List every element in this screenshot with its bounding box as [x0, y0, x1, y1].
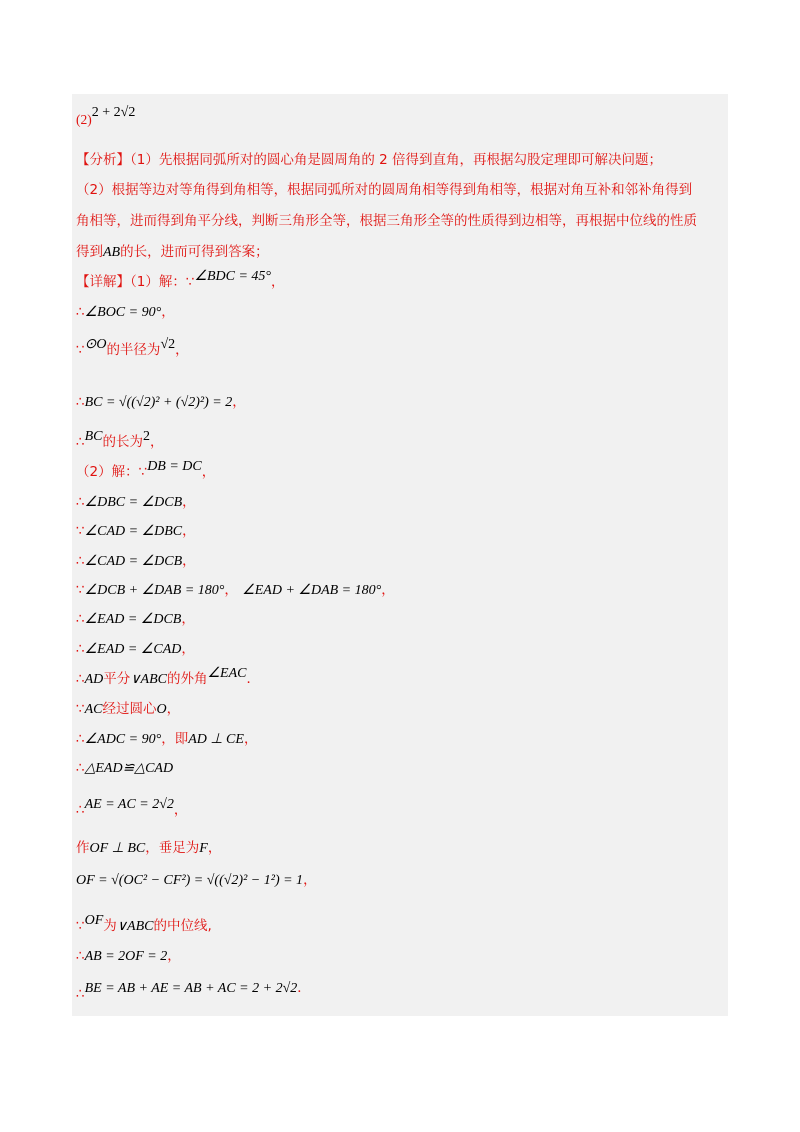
detail-line-11: ∴∠EAD = ∠DCB， — [76, 611, 195, 627]
detail-tag: 【详解】 — [76, 274, 130, 290]
detail-line-21: ∴AB = 2OF = 2， — [76, 948, 181, 964]
detail-line-20: ∵OF为∨ABC的中位线, — [76, 913, 212, 934]
detail-line-14: ∵AC经过圆心O， — [76, 701, 181, 717]
answer-label: (2) — [76, 112, 92, 127]
detail-line-16: ∴△EAD≌△CAD — [76, 760, 174, 776]
detail-line-12: ∴∠EAD = ∠CAD， — [76, 641, 195, 657]
detail-line-8: ∵∠CAD = ∠DBC， — [76, 523, 196, 539]
analysis-line-3: 角相等，进而得到角平分线，判断三角形全等，根据三角形全等的性质得到边相等，再根据中位线的性质 — [76, 213, 697, 229]
detail-line-2: ∴∠BOC = 90°， — [76, 304, 175, 320]
analysis-line-1: 【分析】（1）先根据同弧所对的圆心角是圆周角的 2 倍得到直角，再根据勾股定理即可解决问题； — [76, 152, 663, 168]
detail-line-19: OF = √(OC² − CF²) = √((√2)² − 1²) = 1， — [76, 872, 317, 888]
detail-line-9: ∴∠CAD = ∠DCB， — [76, 553, 196, 569]
detail-line-22: ∴BE = AB + AE = AB + AC = 2 + 2√2． — [76, 980, 311, 1002]
analysis-line-4: 得到AB的长，进而可得到答案； — [76, 244, 269, 260]
detail-line-3: ∵⊙O的半径为√2， — [76, 337, 189, 358]
detail-line-7: ∴∠DBC = ∠DCB， — [76, 494, 196, 510]
detail-line-1: 【详解】（1）解：∵∠BDC = 45°， — [76, 269, 285, 290]
answer-line — [76, 104, 135, 125]
detail-line-10: ∵∠DCB + ∠DAB = 180°， ∠EAD + ∠DAB = 180°， — [76, 582, 395, 598]
analysis-line-2: （2）根据等边对等角得到角相等，根据同弧所对的圆周角相等得到角相等，根据对角互补和邻补角得到 — [76, 182, 693, 198]
detail-line-17: ∴AE = AC = 2√2， — [76, 797, 188, 818]
detail-line-6: （2）解：∵DB = DC， — [76, 459, 216, 480]
detail-line-18: 作OF ⊥ BC，垂足为F， — [76, 840, 222, 856]
analysis-tag: 【分析】 — [76, 152, 130, 168]
detail-line-4: ∴BC = √((√2)² + (√2)²) = 2， — [76, 394, 246, 410]
detail-line-5: ∴BC的长为2， — [76, 429, 164, 450]
detail-line-15: ∴∠ADC = 90°，即AD ⊥ CE， — [76, 731, 258, 747]
answer-value: 2 + 2√2 — [91, 105, 136, 120]
detail-line-13: ∴AD平分∨ABC的外角∠EAC． — [76, 666, 260, 687]
